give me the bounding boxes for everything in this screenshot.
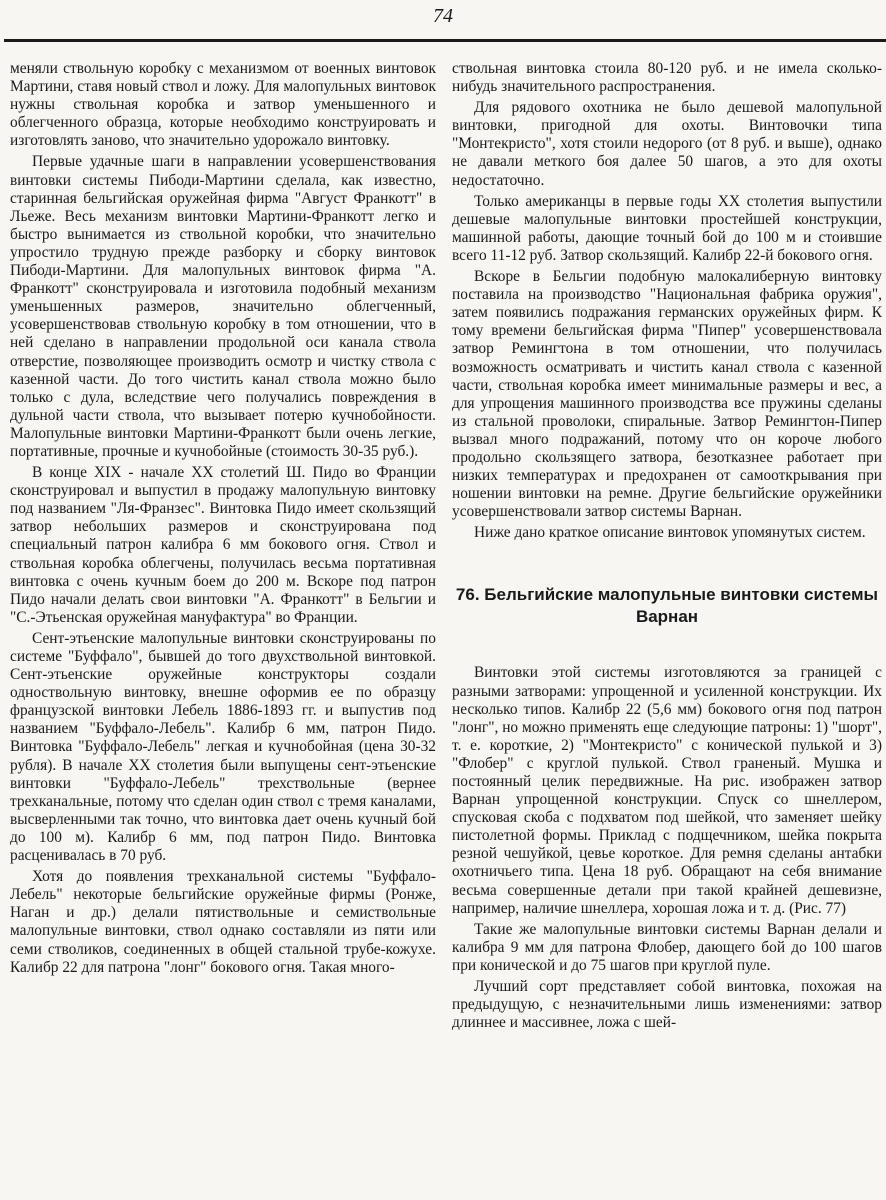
paragraph: меняли ствольную коробку с механизмом от военных винтовок Мартини, ставя новый ствол и ложу. Для малопульных винтовок нужны ствольная коробка и затвор уменьшенного и облегченного образца, которые необходимо конструировать и изготовлять заново, что значительно удорожало винтовку. bbox=[10, 60, 436, 150]
paragraph: Лучший сорт представляет собой винтовка, похожая на предыдущую, с незначительными лишь изменениями: затвор длиннее и массивнее, ложа с шей- bbox=[452, 978, 882, 1032]
section-heading: 76. Бельгийские малопульные винтовки системы Варнан bbox=[455, 585, 879, 627]
paragraph: В конце XIX - начале XX столетий Ш. Пидо во Франции сконструировал и выпустил в продажу малопульную винтовку под названием "Ля-Франзес". Винтовка Пидо имеет скользящий затвор небольших размеров и сконструирована под специальный патрон калибра 6 мм бокового огня. Ствол и ствольная коробка облегчены, получилась весьма портативная винтовка с очень кучным боем до 200 м. Вскоре под патрон Пидо начали делать свои винтовки "А. Франкотт" в Бельгии и "С.-Этьенская оружейная мануфактура" во Франции. bbox=[10, 464, 436, 626]
paragraph: Первые удачные шаги в направлении усовершенствования винтовки системы Пибоди-Мартини сделала, как известно, старинная бельгийская оружейная фирма "Август Франкотт" в Льеже. Весь механизм винтовки Мартини-Франкотт легко и быстро вынимается из ствольной коробки, что значительно упростило трудную прежде разборку и сборку винтовок Пибоди-Мартини. Для малопульных винтовок фирма "А. Франкотт" сконструировала и изготовила подобный механизм уменьшенных размеров, значительно облегченный, усовершенствовав ствольную коробку в том отношении, что в ней сделано в направлении продольной оси канала ствола отверстие, позволяющее производить осмотр и чистку ствола с казенной части. До того чистить канал ствола можно было только с дула, вследствие чего получались повреждения в дульной части ствола, что вызывает потерю кучнобойности. Малопульные винтовки Мартини-Франкотт были очень легкие, портативные, прочные и кучнобойные (стоимость 30-35 руб.). bbox=[10, 153, 436, 460]
paragraph: Только американцы в первые годы XX столетия выпустили дешевые малопульные винтовки простейшей конструкции, машинной работы, дающие точный бой до 100 м и стоившие всего 11-12 руб. Затвор скользящий. Калибр 22-й бокового огня. bbox=[452, 192, 882, 264]
paragraph: Вскоре в Бельгии подобную малокалиберную винтовку поставила на производство "Национальная фабрика оружия", затем появились подражания германских оружейных фирм. К тому времени бельгийская фирма "Пипер" усовершенствовала затвор Ремингтона в том отношении, что получилась возможность осматривать и чистить канал ствола с казенной части, ствольная коробка имеет минимальные размеры и вес, а для упрощения машинного производства все пружины сделаны из стальной проволоки, спиральные. Затвор Ремингтон-Пипер вызвал много подражаний, потому что он короче любого продольно скользящего затвора, безотказнее работает при низких температурах и предохранен от самооткрывания при ношении винтовки на ремне. Другие бельгийские оружейники усовершенствовали затвор системы Варнан. bbox=[452, 268, 882, 521]
paragraph: Ниже дано краткое описание винтовок упомянутых систем. bbox=[474, 524, 866, 542]
page-number: 74 bbox=[433, 5, 453, 27]
paragraph: Хотя до появления трехканальной системы "Буффало-Лебель" некоторые бельгийские оружейные фирмы (Ронже, Наган и др.) делали пятиствольные и семиствольные малопульные винтовки, ствол однако составляли из пяти или семи стволиков, соединенных в общей стальной трубе-кожухе. Калибр 22 для патрона "лонг" бокового огня. Такая много- bbox=[10, 868, 436, 976]
paragraph: Для рядового охотника не было дешевой малопульной винтовки, пригодной для охоты. Винтовочки типа "Монтекристо", хотя стоили недорого (от 8 руб. и выше), однако не давали меткого боя далее 50 шагов, а это для охоты недостаточно. bbox=[452, 99, 882, 189]
right-column bbox=[452, 60, 882, 1032]
left-column bbox=[10, 60, 436, 977]
paragraph: Сент-этьенские малопульные винтовки сконструированы по системе "Буффало", бывшей до того двухствольной винтовкой. Сент-этьенские оружейные конструкторы создали одноствольную винтовку, внешне оформив ее по образцу французской винтовки Лебель 1886-1893 гг. и выпустив под названием "Буффало-Лебель". Калибр 6 мм, патрон Пидо. Винтовка "Буффало-Лебель" легкая и кучнобойная (цена 30-32 рубля). В начале XX столетия были выпущены сент-этьенские винтовки "Буффало-Лебель" трехствольные (вернее трехканальные, потому что сделан один ствол с тремя каналами, высверленными так точно, что винтовка дает очень кучный бой до 100 м). Калибр 6 мм, под патрон Пидо. Винтовка расценивалась в 70 руб. bbox=[10, 629, 436, 865]
paragraph: ствольная винтовка стоила 80-120 руб. и не имела сколько-нибудь значительного распространения. bbox=[452, 60, 882, 96]
header-rule bbox=[4, 39, 886, 42]
paragraph: Винтовки этой системы изготовляются за границей с разными затворами: упрощенной и усиленной конструкции. Их несколько типов. Калибр 22 (5,6 мм) бокового огня под патрон "лонг", но можно применять еще следующие патроны: 1) "шорт", т. е. короткие, 2) "Монтекристо" с конической пулькой и 3) "Флобер" с круглой пулькой. Ствол граненый. Мушка и постоянный целик передвижные. На рис. изображен затвор Варнан упрощенной конструкции. Спуск со шнеллером, спусковая скоба с подхватом под шейкой, что заменяет шейку пистолетной формы. Приклад с подщечником, шейка покрыта резной чешуйкой, цевье короткое. Для ремня сделаны антабки охотничьего типа. Цена 18 руб. Обращают на себя внимание весьма совершенные детали при такой крайней дешевизне, например, наличие шнеллера, хорошая ложа и т. д. (Рис. 77) bbox=[452, 664, 882, 917]
paragraph: Такие же малопульные винтовки системы Варнан делали и калибра 9 мм для патрона Флобер, дающего бой до 100 шагов при конической и до 75 шагов при круглой пуле. bbox=[452, 920, 882, 974]
